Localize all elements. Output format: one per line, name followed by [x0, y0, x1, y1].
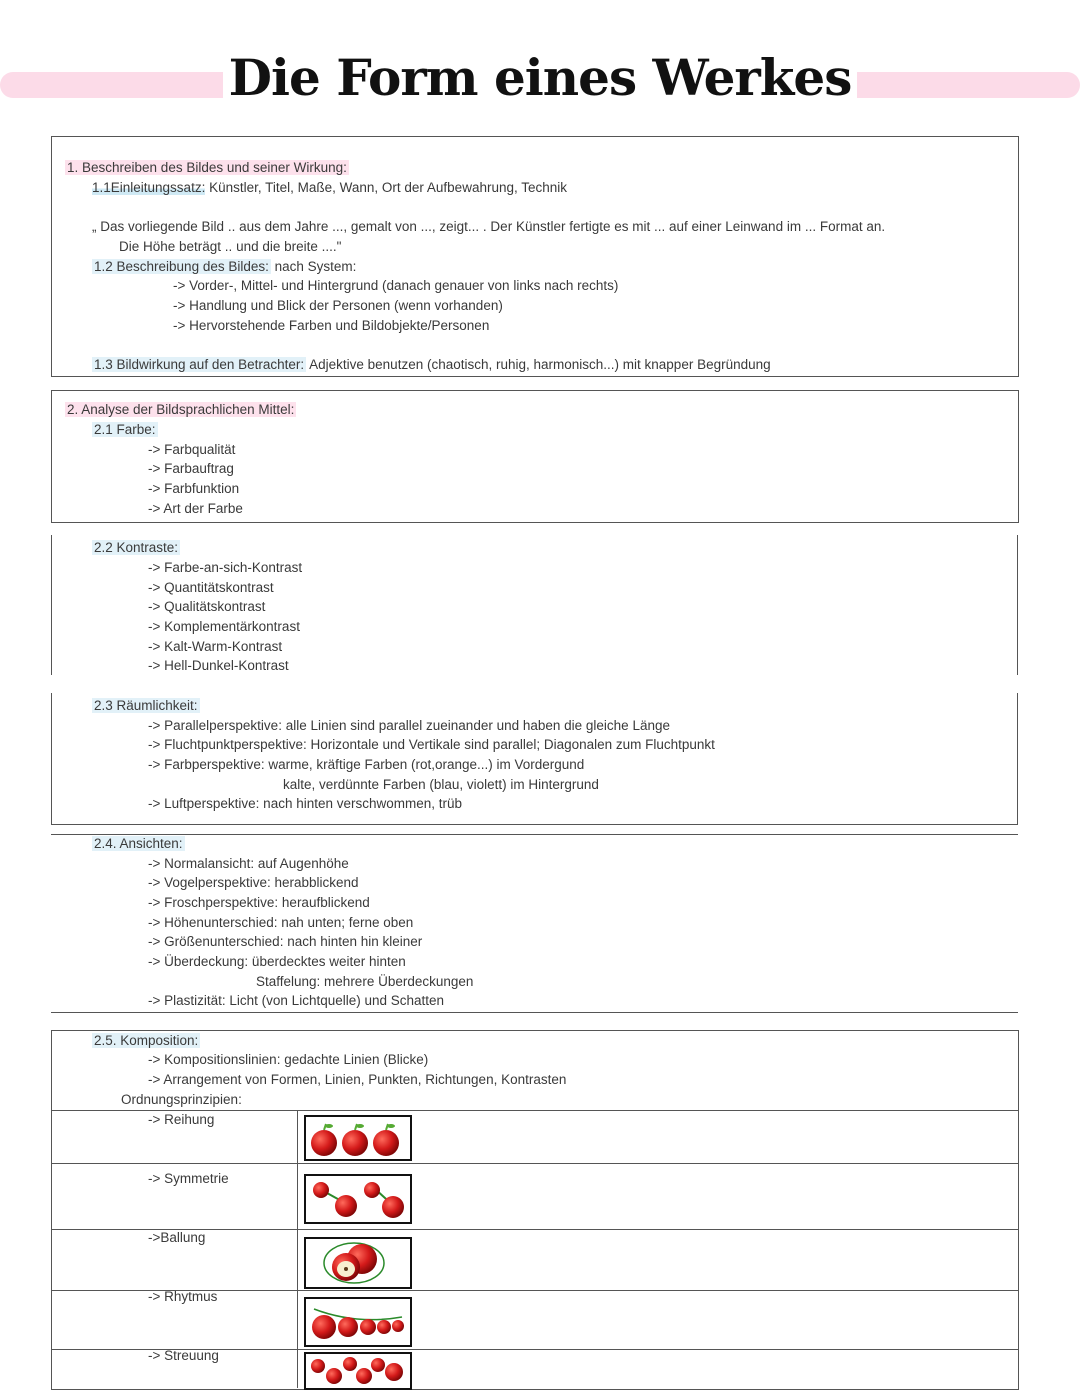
raum-item: -> Farbperspektive: warme, kräftige Farben (rot,orange...) im Vordergund [148, 757, 585, 772]
section2-heading: 2. Analyse der Bildsprachlichen Mittel: [67, 402, 295, 417]
ansichten-bottom-border [51, 1012, 1018, 1013]
raum-item: -> Fluchtpunktperspektive: Horizontale und Vertikale sind parallel; Diagonalen zum Fluchtpunkt [148, 737, 715, 752]
apple-icon [343, 1357, 357, 1371]
raum-label: 2.3 Räumlichkeit: [94, 698, 198, 713]
streuung-apples [306, 1354, 410, 1388]
section1-heading: 1. Beschreiben des Bildes und seiner Wirkung: [67, 160, 347, 175]
principle-ballung: ->Ballung [148, 1230, 206, 1245]
kontraste-item: -> Komplementärkontrast [148, 619, 300, 634]
komposition-item: -> Kompositionslinien: gedachte Linien (Blicke) [148, 1052, 429, 1067]
raum-bottom-border [51, 824, 1018, 825]
apple-icon [313, 1182, 329, 1198]
section1-1: 1.1Einleitungssatz: Künstler, Titel, Maße, Wann, Ort der Aufbewahrung, Technik [92, 180, 568, 195]
section1-2-item: -> Hervorstehende Farben und Bildobjekte/Personen [173, 318, 490, 333]
streuung-apples-image [304, 1352, 412, 1390]
rhytmus-apples-image [304, 1297, 412, 1347]
kontraste-item: -> Farbe-an-sich-Kontrast [148, 560, 303, 575]
apple-icon [392, 1320, 404, 1332]
reihung-apples-image [304, 1115, 412, 1161]
ansichten-item: -> Normalansicht: auf Augenhöhe [148, 856, 349, 871]
principle-rhytmus: -> Rhytmus [148, 1289, 218, 1304]
farbe-item: -> Farbqualität [148, 442, 236, 457]
komposition-label: 2.5. Komposition: [94, 1033, 199, 1048]
kontraste-right-border [1017, 535, 1018, 675]
ansichten-item: -> Höhenunterschied: nah unten; ferne oben [148, 915, 414, 930]
section1-2-item: -> Handlung und Blick der Personen (wenn vorhanden) [173, 298, 503, 313]
raum-item: -> Parallelperspektive: alle Linien sind parallel zueinander und haben die gleiche Länge [148, 718, 670, 733]
ordnung-label: Ordnungsprinzipien: [121, 1092, 242, 1107]
raum-left-border [51, 693, 52, 824]
apple-icon [326, 1368, 342, 1384]
farbe-item: -> Art der Farbe [148, 501, 243, 516]
ansichten-item: -> Größenunterschied: nach hinten hin kleiner [148, 934, 423, 949]
quote-line-2: Die Höhe beträgt .. und die breite ...." [119, 239, 342, 254]
symmetrie-apples-image [304, 1174, 412, 1224]
apple-icon [312, 1315, 336, 1339]
farbe-item: -> Farbauftrag [148, 461, 234, 476]
section1-3: 1.3 Bildwirkung auf den Betrachter: Adjektive benutzen (chaotisch, ruhig, harmonisch...) mit knapper Begründung [94, 357, 771, 372]
apple-icon [377, 1320, 391, 1334]
apple-icon [364, 1182, 380, 1198]
farbe-label: 2.1 Farbe: [94, 422, 156, 437]
raum-right-border [1017, 693, 1018, 824]
reihung-apples [306, 1117, 410, 1159]
apple-icon [360, 1319, 376, 1335]
apple-icon [342, 1124, 368, 1156]
ansichten-top-border [51, 834, 1018, 835]
table-column-divider [297, 1110, 298, 1388]
apple-icon [382, 1196, 404, 1218]
apple-icon [356, 1368, 372, 1384]
ballung-apples [306, 1239, 410, 1287]
apple-icon [371, 1358, 385, 1372]
quote-line-1: „ Das vorliegende Bild .. aus dem Jahre ..., gemalt von ..., zeigt... . Der Künstler fertigte es mit ... auf einer Leinwand im ... Format an. [92, 219, 886, 234]
ansichten-item: -> Froschperspektive: heraufblickend [148, 895, 370, 910]
apple-icon [311, 1359, 325, 1373]
apple-icon [338, 1317, 358, 1337]
principle-streuung: -> Streuung [148, 1348, 219, 1363]
farbe-item: -> Farbfunktion [148, 481, 240, 496]
apple-icon [335, 1195, 357, 1217]
raum-item-cont: kalte, verdünnte Farben (blau, violett) im Hintergrund [283, 777, 599, 792]
apple-icon [311, 1124, 337, 1156]
section1-2-item: -> Vorder-, Mittel- und Hintergrund (danach genauer von links nach rechts) [173, 278, 619, 293]
kontraste-item: -> Quantitätskontrast [148, 580, 274, 595]
komposition-item: -> Arrangement von Formen, Linien, Punkten, Richtungen, Kontrasten [148, 1072, 567, 1087]
kontraste-item: -> Kalt-Warm-Kontrast [148, 639, 283, 654]
kontraste-left-border [51, 535, 52, 675]
apple-icon [385, 1363, 403, 1381]
kontraste-item: -> Qualitätskontrast [148, 599, 266, 614]
symmetrie-apples [306, 1176, 410, 1222]
ansichten-item: -> Überdeckung: überdecktes weiter hinten [148, 954, 406, 969]
apple-icon [373, 1124, 399, 1156]
ansichten-item: -> Plastizität: Licht (von Lichtquelle) und Schatten [148, 993, 445, 1008]
table-row-divider [51, 1163, 1018, 1164]
apple-icon [332, 1253, 360, 1281]
rhytmus-apples [306, 1299, 410, 1345]
principle-reihung: -> Reihung [148, 1112, 215, 1127]
ballung-apples-image [304, 1237, 412, 1289]
kontraste-label: 2.2 Kontraste: [94, 540, 179, 555]
principle-symmetrie: -> Symmetrie [148, 1171, 229, 1186]
kontraste-item: -> Hell-Dunkel-Kontrast [148, 658, 289, 673]
raum-item: -> Luftperspektive: nach hinten verschwommen, trüb [148, 796, 463, 811]
ansichten-label: 2.4. Ansichten: [94, 836, 183, 851]
page-title: Die Form eines Werkes [0, 46, 1080, 110]
ansichten-item-cont: Staffelung: mehrere Überdeckungen [256, 974, 474, 989]
section1-2: 1.2 Beschreibung des Bildes: nach System: [94, 259, 357, 274]
ansichten-item: -> Vogelperspektive: herabblickend [148, 875, 359, 890]
